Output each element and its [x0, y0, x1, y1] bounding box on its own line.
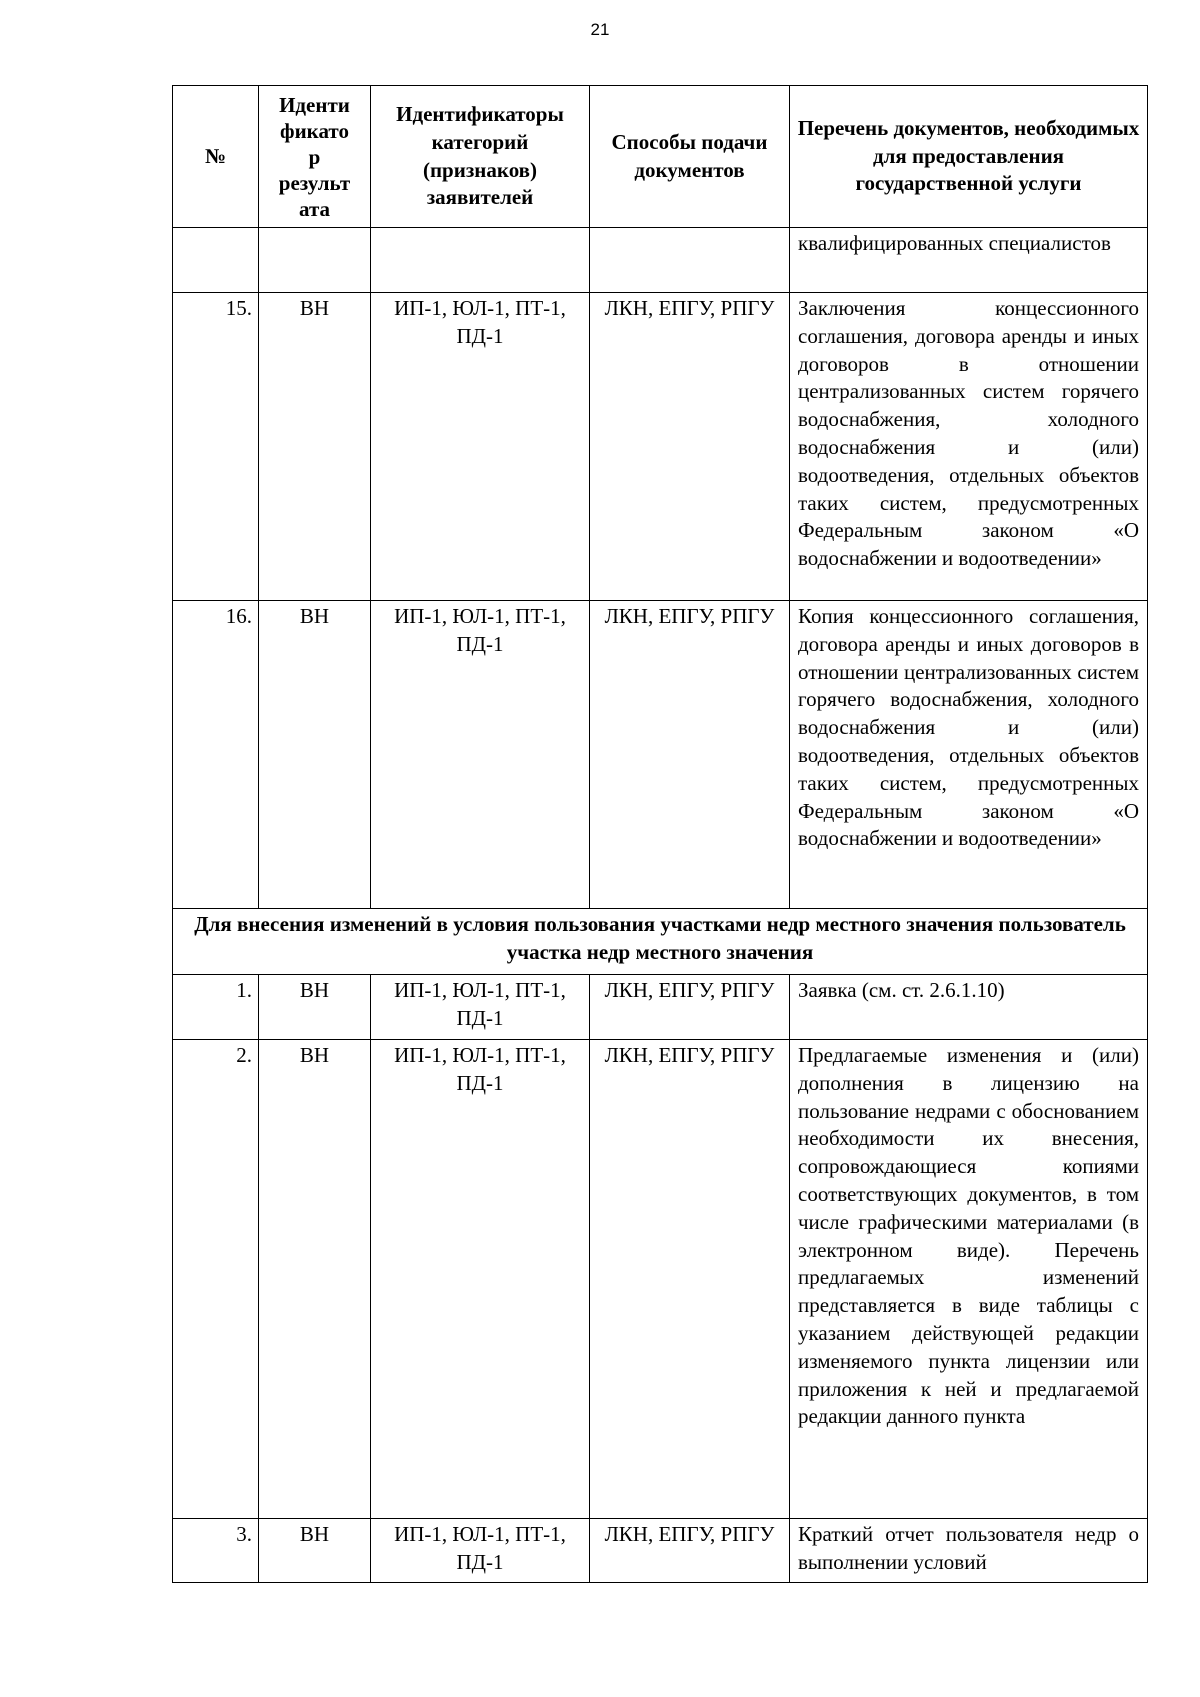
- table-row: [173, 601, 1148, 909]
- section-header-row: [173, 909, 1148, 975]
- cell-categories: [371, 228, 590, 293]
- cell-number: 3.: [173, 1519, 259, 1583]
- cell-number: 1.: [173, 975, 259, 1040]
- cell-number: [173, 228, 259, 293]
- cell-categories: ИП-1, ЮЛ-1, ПТ-1, ПД-1: [371, 975, 590, 1040]
- page-number: 21: [590, 20, 610, 39]
- cell-result-id: ВН: [259, 1519, 371, 1583]
- cell-result-id: ВН: [259, 1040, 371, 1519]
- cell-documents: Предлагаемые изменения и (или) дополнения в лицензию на пользование недрами с обоснованием необходимости их внесения, сопровождающиеся копиями соответствующих документов, в том числе графическими материалами (в электронном виде). Перечень предлагаемых изменений представляется в виде таблицы с указанием действующей редакции изменяемого пункта лицензии или приложения к ней и предлагаемой редакции данного пункта: [790, 1040, 1148, 1519]
- header-documents: Перечень документов, необходимых для предоставления государственной услуги: [790, 86, 1148, 228]
- cell-categories: ИП-1, ЮЛ-1, ПТ-1, ПД-1: [371, 1040, 590, 1519]
- cell-methods: ЛКН, ЕПГУ, РПГУ: [590, 293, 790, 601]
- cell-methods: [590, 228, 790, 293]
- cell-categories: ИП-1, ЮЛ-1, ПТ-1, ПД-1: [371, 601, 590, 909]
- cell-documents: Копия концессионного соглашения, договора аренды и иных договоров в отношении централизованных систем горячего водоснабжения, холодного водоснабжения и (или) водоотведения, отдельных объектов таких систем, предусмотренных Федеральным законом «О водоснабжении и водоотведении»: [790, 601, 1148, 909]
- table-row: [173, 975, 1148, 1040]
- cell-categories: ИП-1, ЮЛ-1, ПТ-1, ПД-1: [371, 1519, 590, 1583]
- cell-methods: ЛКН, ЕПГУ, РПГУ: [590, 975, 790, 1040]
- header-result-id-text: Иденти фикато р результ ата: [278, 92, 351, 221]
- table-row: [173, 1040, 1148, 1519]
- table-row: [173, 1519, 1148, 1583]
- cell-categories: ИП-1, ЮЛ-1, ПТ-1, ПД-1: [371, 293, 590, 601]
- section-title: Для внесения изменений в условия пользования участками недр местного значения пользователь участка недр местного значения: [173, 909, 1148, 975]
- cell-documents: Заключения концессионного соглашения, договора аренды и иных договоров в отношении централизованных систем горячего водоснабжения, холодного водоснабжения и (или) водоотведения, отдельных объектов таких систем, предусмотренных Федеральным законом «О водоснабжении и водоотведении»: [790, 293, 1148, 601]
- header-categories: Идентификаторы категорий (признаков) заявителей: [371, 86, 590, 228]
- cell-result-id: [259, 228, 371, 293]
- header-result-id: [259, 86, 371, 228]
- cell-documents: Заявка (см. ст. 2.6.1.10): [790, 975, 1148, 1040]
- table-row: [173, 293, 1148, 601]
- documents-table: [172, 85, 1148, 1583]
- cell-result-id: ВН: [259, 975, 371, 1040]
- cell-result-id: ВН: [259, 293, 371, 601]
- cell-number: 2.: [173, 1040, 259, 1519]
- header-number: №: [173, 86, 259, 228]
- cell-methods: ЛКН, ЕПГУ, РПГУ: [590, 601, 790, 909]
- table-header-row: [173, 86, 1148, 228]
- table-row: [173, 228, 1148, 293]
- cell-number: 15.: [173, 293, 259, 601]
- cell-documents: Краткий отчет пользователя недр о выполнении условий: [790, 1519, 1148, 1583]
- cell-number: 16.: [173, 601, 259, 909]
- cell-result-id: ВН: [259, 601, 371, 909]
- cell-methods: ЛКН, ЕПГУ, РПГУ: [590, 1040, 790, 1519]
- cell-documents: квалифицированных специалистов: [790, 228, 1148, 293]
- cell-methods: ЛКН, ЕПГУ, РПГУ: [590, 1519, 790, 1583]
- header-methods: Способы подачи документов: [590, 86, 790, 228]
